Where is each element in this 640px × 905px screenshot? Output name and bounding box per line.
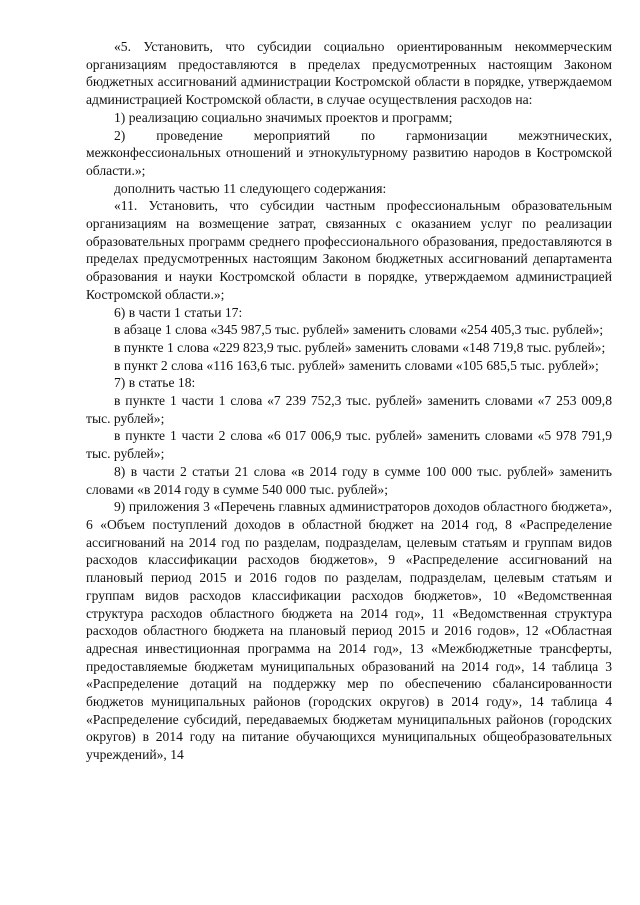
paragraph-point-6: 6) в части 1 статьи 17: — [114, 304, 243, 320]
paragraph-subitem-1: 1) реализацию социально значимых проектов и программ; — [114, 109, 453, 125]
paragraph-subitem-2: 2) проведение мероприятий по гармонизации межэтнических, межконфессиональных отношений и этнокультурному развитию народов в Костромской области.»; — [86, 127, 612, 178]
paragraph-add-part-11: дополнить частью 11 следующего содержания: — [114, 180, 387, 196]
paragraph-part-2: в пункте 1 части 2 слова «6 017 006,9 тыс. рублей» заменить словами «5 978 791,9 тыс. рублей»; — [86, 428, 612, 462]
paragraph-point-8: 8) в части 2 статьи 21 слова «в 2014 году в сумме 100 000 тыс. рублей» заменить словами «в 2014 году в сумме 540 000 тыс. рублей»; — [86, 463, 612, 497]
paragraph-punkt-1: в пункте 1 слова «229 823,9 тыс. рублей» заменить словами «148 719,8 тыс. рублей»; — [114, 339, 606, 355]
paragraph-point-7: 7) в статье 18: — [114, 375, 196, 391]
paragraph-punkt-2: в пункт 2 слова «116 163,6 тыс. рублей» заменить словами «105 685,5 тыс. рублей»; — [114, 357, 599, 373]
paragraph-point-9: 9) приложения 3 «Перечень главных администраторов доходов областного бюджета», 6 «Объем поступлений доходов в областной бюджет на 2014 год, 8 «Распределение ассигнований на 2014 год по разделам, подразделам, целевым статьям и группам видов расходов классификации расходов бюджетов», 9 «Распределение ассигнований на плановый период 2015 и 2016 годов по разделам, подразделам, целевым статьям и группам видов расходов классификации расходов бюджетов», 10 «Ведомственная структура расходов областного бюджета на 2014 год», 11 «Ведомственная структура расходов областного бюджета на плановый период 2015 и 2016 годов», 12 «Областная адресная инвестиционная программа на 2014 год», 13 «Межбюджетные трансферты, предоставляемые бюджетам муниципальных образований на 2014 год», 14 таблица 3 «Распределение дотаций на поддержку мер по обеспечению сбалансированности бюджетов муниципальных районов (городских округов) в 2014 году», 14 таблица 4 «Распределение субсидий, передаваемых бюджетам муниципальных районов (городских округов) в 2014 году на питание обучающихся муниципальных общеобразовательных учреждений», 14 — [86, 499, 612, 763]
paragraph-abzac-1: в абзаце 1 слова «345 987,5 тыс. рублей» заменить словами «254 405,3 тыс. рублей»; — [114, 322, 604, 338]
document-body — [86, 38, 612, 764]
paragraph-part-1: в пункте 1 части 1 слова «7 239 752,3 тыс. рублей» заменить словами «7 253 009,8 тыс. рублей»; — [86, 393, 612, 426]
paragraph-item-11: «11. Установить, что субсидии частным профессиональным образовательным организациям на возмещение затрат, связанных с оказанием услуг по реализации образовательных программ среднего профессионального образования, предоставляются в пределах предусмотренных настоящим Законом бюджетных ассигнований департамента образования и науки Костромской области в порядке, утверждаемом администрацией Костромской области.»; — [86, 198, 612, 302]
paragraph-item-5: «5. Установить, что субсидии социально ориентированным некоммерческим организациям предоставляются в пределах предусмотренных настоящим Законом бюджетных ассигнований администрации Костромской области в порядке, утверждаемом администрацией Костромской области, в случае осуществления расходов на: — [86, 39, 612, 108]
